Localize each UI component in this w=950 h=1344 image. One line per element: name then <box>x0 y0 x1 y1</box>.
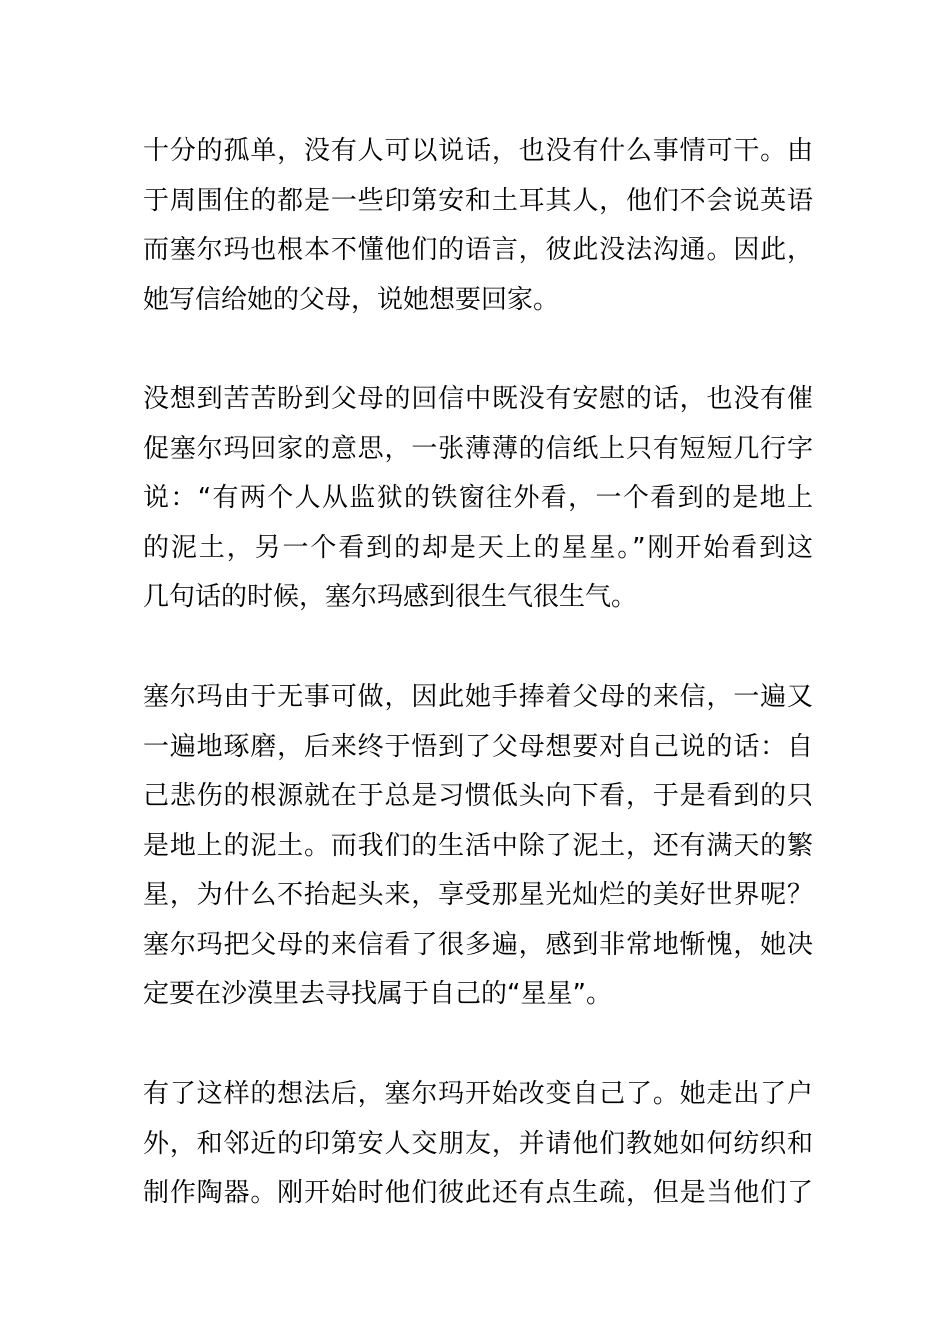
text-line: 有了这样的想法后，塞尔玛开始改变自己了。她走出了户 <box>143 1079 813 1109</box>
text-line: 十分的孤单，没有人可以说话，也没有什么事情可干。由 <box>143 136 813 166</box>
text-line: 说：“有两个人从监狱的铁窗往外看，一个看到的是地上 <box>143 483 813 513</box>
text-line: 外，和邻近的印第安人交朋友，并请他们教她如何纺织和 <box>143 1128 813 1159</box>
text-line: 一遍地琢磨，后来终于悟到了父母想要对自己说的话：自 <box>143 731 813 762</box>
text-line: 己悲伤的根源就在于总是习惯低头向下看，于是看到的只 <box>143 781 813 811</box>
text-line: 星，为什么不抬起头来，享受那星光灿烂的美好世界呢？ <box>143 880 813 910</box>
text-line: 几句话的时候，塞尔玛感到很生气很生气。 <box>143 582 638 612</box>
text-line: 塞尔玛把父母的来信看了很多遍，感到非常地惭愧，她决 <box>143 929 813 960</box>
text-line: 是地上的泥土。而我们的生活中除了泥土，还有满天的繁 <box>143 830 813 861</box>
text-line: 定要在沙漠里去寻找属于自己的“星星”。 <box>143 979 612 1009</box>
text-line: 促塞尔玛回家的意思，一张薄薄的信纸上只有短短几行字 <box>143 433 813 464</box>
text-line: 她写信给她的父母，说她想要回家。 <box>143 284 560 315</box>
paragraph-3 <box>143 673 813 1020</box>
text-line: 于周围住的都是一些印第安和土耳其人，他们不会说英语 <box>143 185 813 216</box>
text-line: 塞尔玛由于无事可做，因此她手捧着父母的来信，一遍又 <box>143 682 813 712</box>
paragraph-1 <box>143 127 813 325</box>
text-line: 的泥土，另一个看到的却是天上的星星。”刚开始看到这 <box>143 532 813 563</box>
text-line: 制作陶器。刚开始时他们彼此还有点生疏，但是当他们了 <box>143 1178 813 1208</box>
text-line: 没想到苦苦盼到父母的回信中既没有安慰的话，也没有催 <box>143 384 813 414</box>
paragraph-4 <box>143 1070 813 1219</box>
paragraph-2 <box>143 375 813 623</box>
text-line: 而塞尔玛也根本不懂他们的语言，彼此没法沟通。因此， <box>143 235 813 265</box>
